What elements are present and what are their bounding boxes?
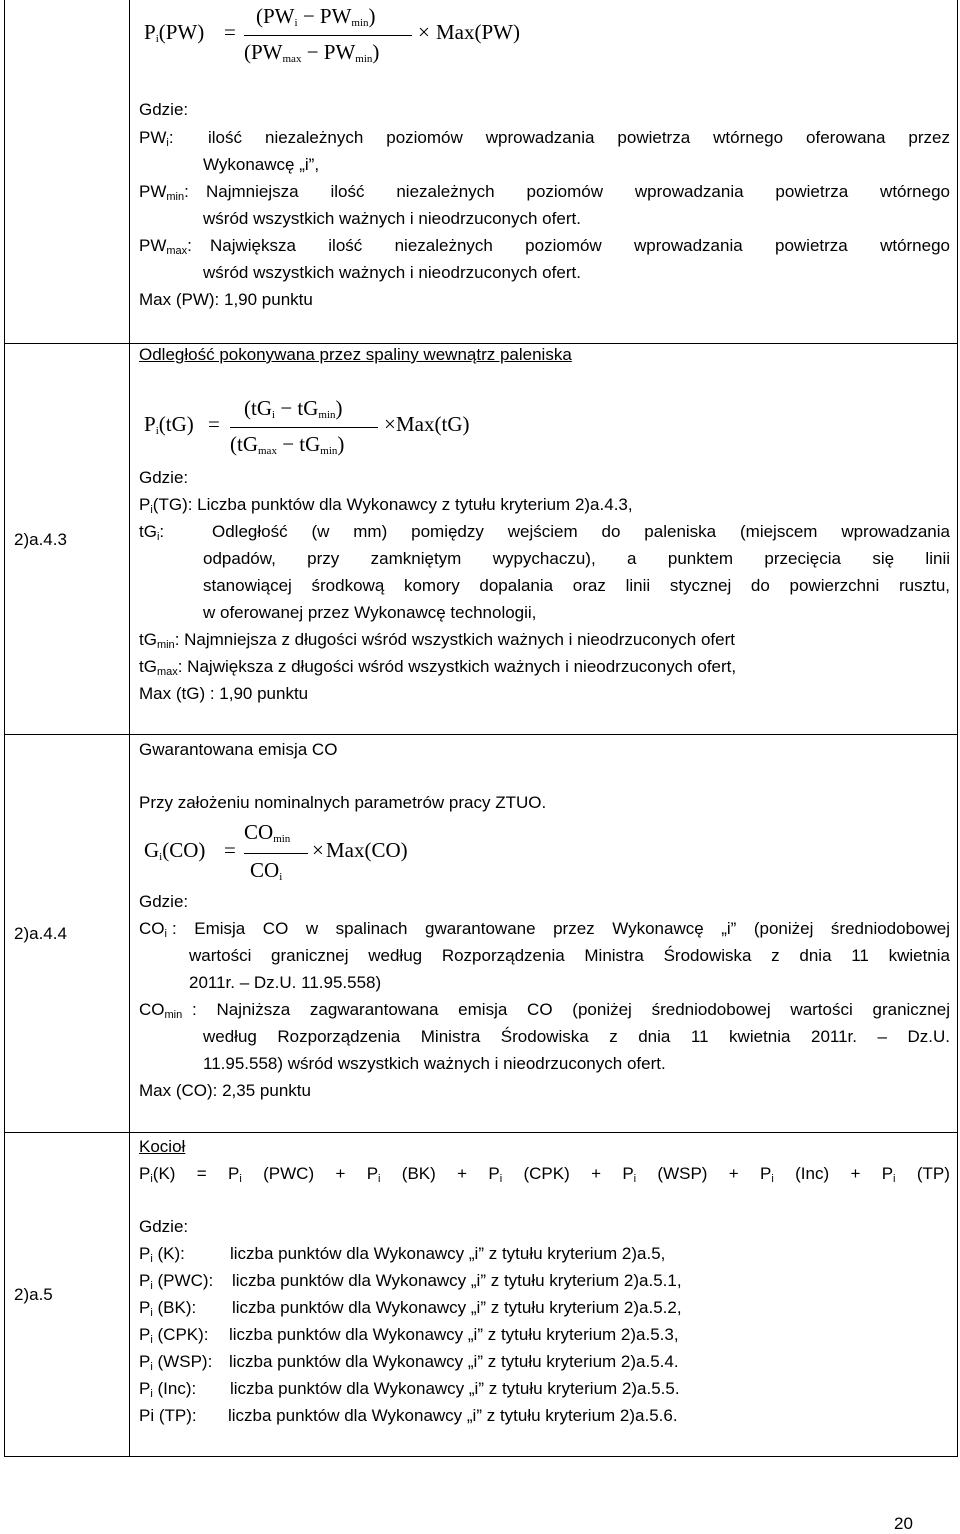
co-i-desc-line2: wartości granicznej według Rozporządzenia Ministra Środowiska z dnia 11 kwietnia	[189, 946, 950, 965]
table-border-right	[957, 0, 958, 1456]
tg-i-desc-line1: Odległość (w mm) pomiędzy wejściem do paleniska (miejscem wprowadzania	[212, 522, 950, 541]
sec4-title: Kocioł	[139, 1137, 186, 1156]
co-formula: $G_i(CO)$ = $CO_{min}$ $CO_i$ × Max(CO)	[144, 820, 408, 883]
row-divider-2	[4, 734, 958, 735]
sec4-item-pwc-text: liczba punktów dla Wykonawcy „i” z tytułu kryterium 2)a.5.1,	[232, 1271, 682, 1290]
kociol-formula: $P_i(K) = P_i$ $(PWC) + P_i$ $(BK) + P_i$ $(CPK) + P_i$ $(WSP) + P_i$ $(Inc) + P_i$ (TP)	[139, 1164, 950, 1185]
page-number: 20	[894, 1514, 913, 1533]
sec4-item-wsp-label: $P_i$ (WSP):	[139, 1352, 213, 1373]
sec4-item-pwc-label: $P_i$ (PWC):	[139, 1271, 214, 1292]
p-tg-def: $P_i(TG)$: Liczba punktów dla Wykonawcy z tytułu kryterium 2)a.4.3,	[139, 495, 633, 516]
sec4-item-cpk-label: $P_i$ (CPK):	[139, 1325, 209, 1346]
table-border-left	[4, 0, 5, 1456]
pw-max-label: $PW_{max}$:	[139, 236, 192, 257]
table-border-divider	[129, 0, 130, 1456]
sec4-gdzie: Gdzie:	[139, 1217, 189, 1236]
sec4-item-cpk-text: liczba punktów dla Wykonawcy „i” z tytułu kryterium 2)a.5.3,	[229, 1325, 679, 1344]
row-divider-1	[4, 343, 958, 344]
sec4-code: 2)a.5	[14, 1285, 53, 1304]
pw-max-desc-line1: Największa ilość niezależnych poziomów wprowadzania powietrza wtórnego	[210, 236, 950, 255]
tg-i-desc-line4: w oferowanej przez Wykonawcę technologii,	[203, 603, 537, 622]
sec3-code: 2)a.4.4	[14, 924, 67, 943]
sec2-max-points: Max (tG) : 1,90 punktu	[139, 684, 309, 703]
sec4-item-wsp-text: liczba punktów dla Wykonawcy „i” z tytułu kryterium 2)a.5.4.	[229, 1352, 679, 1371]
sec4-item-k-label: $P_i$ (K):	[139, 1244, 185, 1265]
sec4-item-inc-text: liczba punktów dla Wykonawcy „i” z tytułu kryterium 2)a.5.5.	[230, 1379, 680, 1398]
sec4-item-bk-label: $P_i$ (BK):	[139, 1298, 197, 1319]
tg-max-def: $tG_{max}$: Największa z długości wśród wszystkich ważnych i nieodrzuconych ofert,	[139, 657, 737, 678]
sec4-item-tp-label: Pi (TP):	[139, 1406, 197, 1425]
table-border-bottom	[4, 1456, 958, 1457]
pw-min-label: $PW_{min}$:	[139, 182, 189, 203]
pw-min-desc-line1: Najmniejsza ilość niezależnych poziomów wprowadzania powietrza wtórnego	[206, 182, 950, 201]
tg-formula: $P_i(tG)$ = $(tG_i - tG_{min})$ $(tG_{max} - tG_{min})$ × Max(tG)	[144, 396, 470, 457]
co-min-label: $CO_{min}$	[139, 1000, 183, 1021]
pw-min-desc-line2: wśród wszystkich ważnych i nieodrzuconych ofert.	[203, 209, 581, 228]
co-i-desc-line3: 2011r. – Dz.U. 11.95.558)	[189, 973, 382, 992]
pw-i-label: $PW_i$:	[139, 128, 174, 149]
tg-min-def: $tG_{min}$: Najmniejsza z długości wśród wszystkich ważnych i nieodrzuconych ofert	[139, 630, 735, 651]
tg-i-desc-line2: odpadów, przy zamkniętym wypychaczu), a punktem przecięcia się linii	[203, 549, 950, 568]
sec4-item-k-text: liczba punktów dla Wykonawcy „i” z tytułu kryterium 2)a.5,	[230, 1244, 666, 1263]
sec2-code: 2)a.4.3	[14, 530, 67, 549]
sec3-title: Gwarantowana emisja CO	[139, 740, 338, 759]
sec4-item-inc-label: $P_i$ (Inc):	[139, 1379, 197, 1400]
sec4-item-bk-text: liczba punktów dla Wykonawcy „i” z tytułu kryterium 2)a.5.2,	[232, 1298, 682, 1317]
sec2-title: Odległość pokonywana przez spaliny wewnątrz paleniska	[139, 345, 572, 364]
tg-i-desc-line3: stanowiącej środkową komory dopalania oraz linii stycznej do powierzchni rusztu,	[203, 576, 950, 595]
co-i-label: $CO_i$	[139, 919, 167, 940]
row-divider-3	[4, 1132, 958, 1133]
tg-i-label: $tG_i$:	[139, 522, 165, 543]
pw-formula: $P_i(PW)$ = $(PW_i - PW_{min})$ $(PW_{max} - PW_{min})$ × Max(PW)	[144, 4, 520, 65]
sec4-item-tp-text: liczba punktów dla Wykonawcy „i” z tytułu kryterium 2)a.5.6.	[228, 1406, 678, 1425]
pw-i-desc-line1: ilość niezależnych poziomów wprowadzania powietrza wtórnego oferowana przez	[208, 128, 950, 147]
sec3-gdzie: Gdzie:	[139, 892, 189, 911]
sec3-intro: Przy założeniu nominalnych parametrów pracy ZTUO.	[139, 793, 547, 812]
sec3-max-points: Max (CO): 2,35 punktu	[139, 1081, 311, 1100]
sec2-gdzie: Gdzie:	[139, 468, 189, 487]
co-min-desc-line1: : Najniższa zagwarantowana emisja CO (poniżej średniodobowej wartości granicznej	[192, 1000, 950, 1019]
co-i-desc-line1: : Emisja CO w spalinach gwarantowane przez Wykonawcę „i” (poniżej średniodobowej	[172, 919, 950, 938]
co-min-desc-line3: 11.95.558) wśród wszystkich ważnych i nieodrzuconych ofert.	[203, 1054, 666, 1073]
co-min-desc-line2: według Rozporządzenia Ministra Środowiska z dnia 11 kwietnia 2011r. – Dz.U.	[203, 1027, 950, 1046]
sec1-gdzie: Gdzie:	[139, 100, 189, 119]
sec1-max-points: Max (PW): 1,90 punktu	[139, 290, 313, 309]
pw-i-desc-line2: Wykonawcę „i”,	[203, 155, 320, 174]
pw-max-desc-line2: wśród wszystkich ważnych i nieodrzuconych ofert.	[203, 263, 581, 282]
